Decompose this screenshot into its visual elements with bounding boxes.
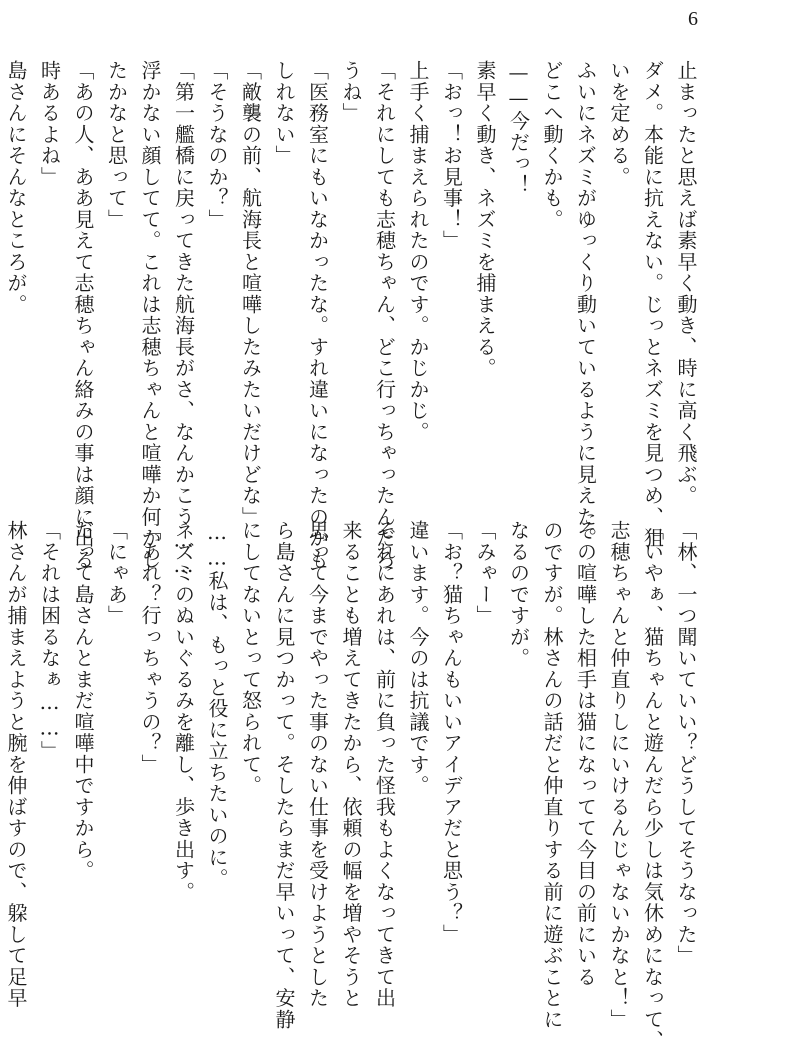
text-line: 島さんにそんなところが。 <box>4 60 28 315</box>
text-line: ら島さんに見つかって。そしたらまだ早いって、安静 <box>272 520 296 1030</box>
text-column-bottom <box>4 520 702 1051</box>
text-line: 「医務室にもいなかったな。すれ違いになったのかも <box>305 60 330 570</box>
text-line: ……私は、もっと役に立ちたいのに。 <box>205 520 229 890</box>
text-line: ダメ。本能に抗えない。じっとネズミを見つめ、狙 <box>640 60 665 549</box>
page-number: 6 <box>688 8 698 30</box>
text-line: なるのですが。 <box>506 520 531 669</box>
text-line: 「いやぁ、猫ちゃんと遊んだら少しは気休めになって、 <box>640 520 665 1051</box>
text-line: 「林、一つ聞いていい？どうしてそうなった」 <box>674 520 698 967</box>
text-line: のですが。林さんの話だと仲直りする前に遊ぶことに <box>540 520 564 1030</box>
text-line: 「にゃあ」 <box>104 520 129 627</box>
text-line: 「おっ！お見事！」 <box>439 60 464 252</box>
text-line: その喧嘩した相手は猫になってて今目の前にいる <box>573 520 598 988</box>
text-line: 時あるよね」 <box>37 60 62 188</box>
text-line: しれない」 <box>272 60 296 167</box>
text-line: 「それにしても志穂ちゃん、どこ行っちゃったんだろ <box>372 60 397 570</box>
text-line: 「あの人、ああ見えて志穂ちゃん絡みの事は顔に出る <box>71 60 95 570</box>
text-line: 浮かない顔してて。これは志穂ちゃんと喧嘩か何かし <box>138 60 162 570</box>
text-line: 止まったと思えば素早く動き、時に高く飛ぶ。 <box>674 60 698 507</box>
text-line: 「お？猫ちゃんもいいアイデアだと思う？」 <box>439 520 464 945</box>
text-line: どこへ動くかも。 <box>540 60 564 230</box>
text-line: ——今だっ！ <box>506 60 531 196</box>
text-line: 「そうなのか？」 <box>205 60 229 230</box>
text-line: 素早く動き、ネズミを捕まえる。 <box>473 60 497 379</box>
text-line: 志穂ちゃんと仲直りしにいけるんじゃないかなと！」 <box>607 520 631 1030</box>
text-line: 上手く捕まえられたのです。かじかじ。 <box>406 60 430 443</box>
text-line: うね」 <box>339 60 363 124</box>
text-line: 「敵襲の前、航海長と喧嘩したみたいだけどな」 <box>238 60 263 528</box>
text-line: 林さんが捕まえようと腕を伸ばすので、躱して足早 <box>4 520 28 1009</box>
text-line: たかなと思って」 <box>104 60 129 230</box>
text-line: 思って今までやった事のない仕事を受けようとした <box>305 520 330 1009</box>
text-line: いを定める。 <box>607 60 631 188</box>
text-line: 来ることも増えてきたから、依頼の幅を増やそうと <box>339 520 363 1009</box>
text-line: にしてないとって怒られて。 <box>238 520 263 797</box>
text-line: それにあれは、前に負った怪我もよくなってきて出 <box>372 520 397 1009</box>
text-line: 「あれ？行っちゃうの？」 <box>138 520 162 775</box>
text-line: ふいにネズミがゆっくり動いているように見えた。 <box>573 60 598 549</box>
text-line: 違います。今のは抗議です。 <box>406 520 430 797</box>
text-line: だって島さんとまだ喧嘩中ですから。 <box>71 520 95 882</box>
text-line: 「みゃー」 <box>473 520 497 627</box>
text-line: ネズミのぬいぐるみを離し、歩き出す。 <box>171 520 196 903</box>
text-line: 「それは困るなぁ……」 <box>37 520 62 762</box>
text-line: 「第一艦橋に戻ってきた航海長がさ、なんかこう…… <box>171 60 196 578</box>
